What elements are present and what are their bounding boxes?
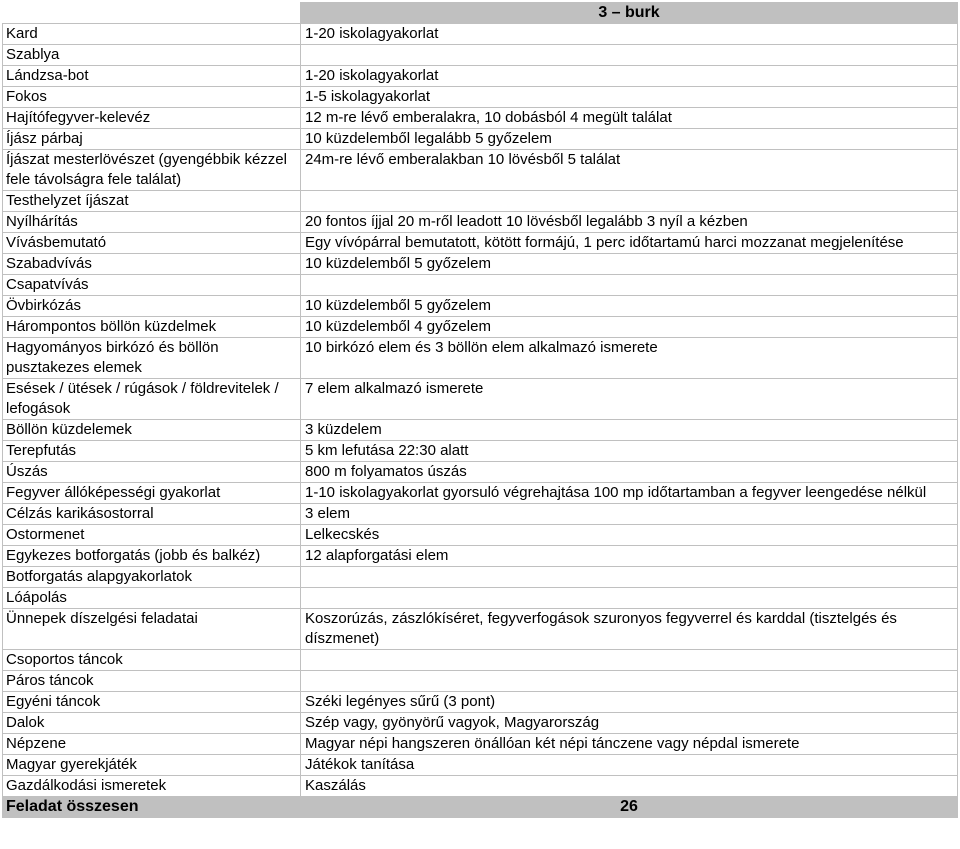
table-row xyxy=(3,45,958,66)
table-row xyxy=(3,504,958,525)
requirement: 12 m-re lévő emberalakra, 10 dobásból 4 megült találat xyxy=(301,108,958,129)
header-row xyxy=(3,3,958,24)
task-name: Vívásbemutató xyxy=(3,233,301,254)
table-row xyxy=(3,483,958,504)
table-row xyxy=(3,734,958,755)
table-row xyxy=(3,588,958,609)
table-row xyxy=(3,713,958,734)
footer-row xyxy=(3,797,958,818)
task-name: Egyéni táncok xyxy=(3,692,301,713)
table-row xyxy=(3,441,958,462)
requirement: Egy vívópárral bemutatott, kötött formájú, 1 perc időtartamú harci mozzanat megjelenítése xyxy=(301,233,958,254)
requirement xyxy=(301,45,958,66)
requirement: Szép vagy, gyönyörű vagyok, Magyarország xyxy=(301,713,958,734)
table-row xyxy=(3,275,958,296)
task-name: Dalok xyxy=(3,713,301,734)
table-row xyxy=(3,692,958,713)
task-name: Testhelyzet íjászat xyxy=(3,191,301,212)
task-name: Páros táncok xyxy=(3,671,301,692)
task-name: Böllön küzdelemek xyxy=(3,420,301,441)
column-title: 3 – burk xyxy=(301,3,958,24)
table-row xyxy=(3,462,958,483)
task-name: Íjász párbaj xyxy=(3,129,301,150)
task-name: Hajítófegyver-kelevéz xyxy=(3,108,301,129)
task-name: Fegyver állóképességi gyakorlat xyxy=(3,483,301,504)
table-row xyxy=(3,650,958,671)
table-row xyxy=(3,212,958,233)
table-row xyxy=(3,420,958,441)
table-row xyxy=(3,108,958,129)
task-name: Esések / ütések / rúgások / földrevitelek / lefogások xyxy=(3,379,301,420)
header-blank-cell xyxy=(3,3,301,24)
task-name: Kard xyxy=(3,24,301,45)
task-name: Csapatvívás xyxy=(3,275,301,296)
task-name: Lóápolás xyxy=(3,588,301,609)
table-row xyxy=(3,150,958,191)
requirement xyxy=(301,588,958,609)
table-row xyxy=(3,671,958,692)
table-row xyxy=(3,66,958,87)
requirement xyxy=(301,671,958,692)
task-name: Lándzsa-bot xyxy=(3,66,301,87)
requirement: 24m-re lévő emberalakban 10 lövésből 5 találat xyxy=(301,150,958,191)
task-name: Egykezes botforgatás (jobb és balkéz) xyxy=(3,546,301,567)
table-row xyxy=(3,254,958,275)
table-row xyxy=(3,546,958,567)
task-name: Fokos xyxy=(3,87,301,108)
table-row xyxy=(3,87,958,108)
task-name: Hagyományos birkózó és böllön pusztakezes elemek xyxy=(3,338,301,379)
requirement: 3 küzdelem xyxy=(301,420,958,441)
requirement: 1-5 iskolagyakorlat xyxy=(301,87,958,108)
requirement: 10 küzdelemből 4 győzelem xyxy=(301,317,958,338)
requirement: 10 küzdelemből 5 győzelem xyxy=(301,296,958,317)
task-name: Hárompontos böllön küzdelmek xyxy=(3,317,301,338)
table-row xyxy=(3,317,958,338)
task-name: Ünnepek díszelgési feladatai xyxy=(3,609,301,650)
task-name: Ostormenet xyxy=(3,525,301,546)
task-name: Szabadvívás xyxy=(3,254,301,275)
requirement: Lelkecskés xyxy=(301,525,958,546)
table-row xyxy=(3,755,958,776)
requirement xyxy=(301,275,958,296)
task-name: Célzás karikásostorral xyxy=(3,504,301,525)
requirement: 10 birkózó elem és 3 böllön elem alkalmazó ismerete xyxy=(301,338,958,379)
total-value: 26 xyxy=(301,797,958,818)
requirement: 1-10 iskolagyakorlat gyorsuló végrehajtása 100 mp időtartamban a fegyver leengedése nélkül xyxy=(301,483,958,504)
table-row xyxy=(3,525,958,546)
requirement xyxy=(301,567,958,588)
requirement: 10 küzdelemből legalább 5 győzelem xyxy=(301,129,958,150)
table-row xyxy=(3,296,958,317)
task-name: Terepfutás xyxy=(3,441,301,462)
task-name: Botforgatás alapgyakorlatok xyxy=(3,567,301,588)
requirement: 20 fontos íjjal 20 m-ről leadott 10 lövésből legalább 3 nyíl a kézben xyxy=(301,212,958,233)
table-row xyxy=(3,233,958,254)
requirement xyxy=(301,191,958,212)
task-name: Íjászat mesterlövészet (gyengébbik kézzel fele távolságra fele találat) xyxy=(3,150,301,191)
table-row xyxy=(3,567,958,588)
requirement: 1-20 iskolagyakorlat xyxy=(301,66,958,87)
requirement: 3 elem xyxy=(301,504,958,525)
requirement: Széki legényes sűrű (3 pont) xyxy=(301,692,958,713)
table-row xyxy=(3,338,958,379)
requirement: 800 m folyamatos úszás xyxy=(301,462,958,483)
table-row xyxy=(3,129,958,150)
requirements-table xyxy=(2,2,958,818)
task-name: Gazdálkodási ismeretek xyxy=(3,776,301,797)
requirement: Kaszálás xyxy=(301,776,958,797)
requirement: Koszorúzás, zászlókíséret, fegyverfogások szuronyos fegyverrel és karddal (tisztelgés és díszmenet) xyxy=(301,609,958,650)
requirement: 7 elem alkalmazó ismerete xyxy=(301,379,958,420)
table-row xyxy=(3,609,958,650)
requirement: 5 km lefutása 22:30 alatt xyxy=(301,441,958,462)
requirement: 12 alapforgatási elem xyxy=(301,546,958,567)
task-name: Úszás xyxy=(3,462,301,483)
task-name: Övbirkózás xyxy=(3,296,301,317)
requirement: 1-20 iskolagyakorlat xyxy=(301,24,958,45)
requirement: Magyar népi hangszeren önállóan két népi tánczene vagy népdal ismerete xyxy=(301,734,958,755)
requirement: Játékok tanítása xyxy=(301,755,958,776)
requirement: 10 küzdelemből 5 győzelem xyxy=(301,254,958,275)
task-name: Csoportos táncok xyxy=(3,650,301,671)
table-row xyxy=(3,379,958,420)
task-name: Magyar gyerekjáték xyxy=(3,755,301,776)
requirement xyxy=(301,650,958,671)
task-name: Nyílhárítás xyxy=(3,212,301,233)
task-name: Szablya xyxy=(3,45,301,66)
total-label: Feladat összesen xyxy=(3,797,301,818)
task-name: Népzene xyxy=(3,734,301,755)
table-row xyxy=(3,191,958,212)
table-row xyxy=(3,776,958,797)
table-row xyxy=(3,24,958,45)
